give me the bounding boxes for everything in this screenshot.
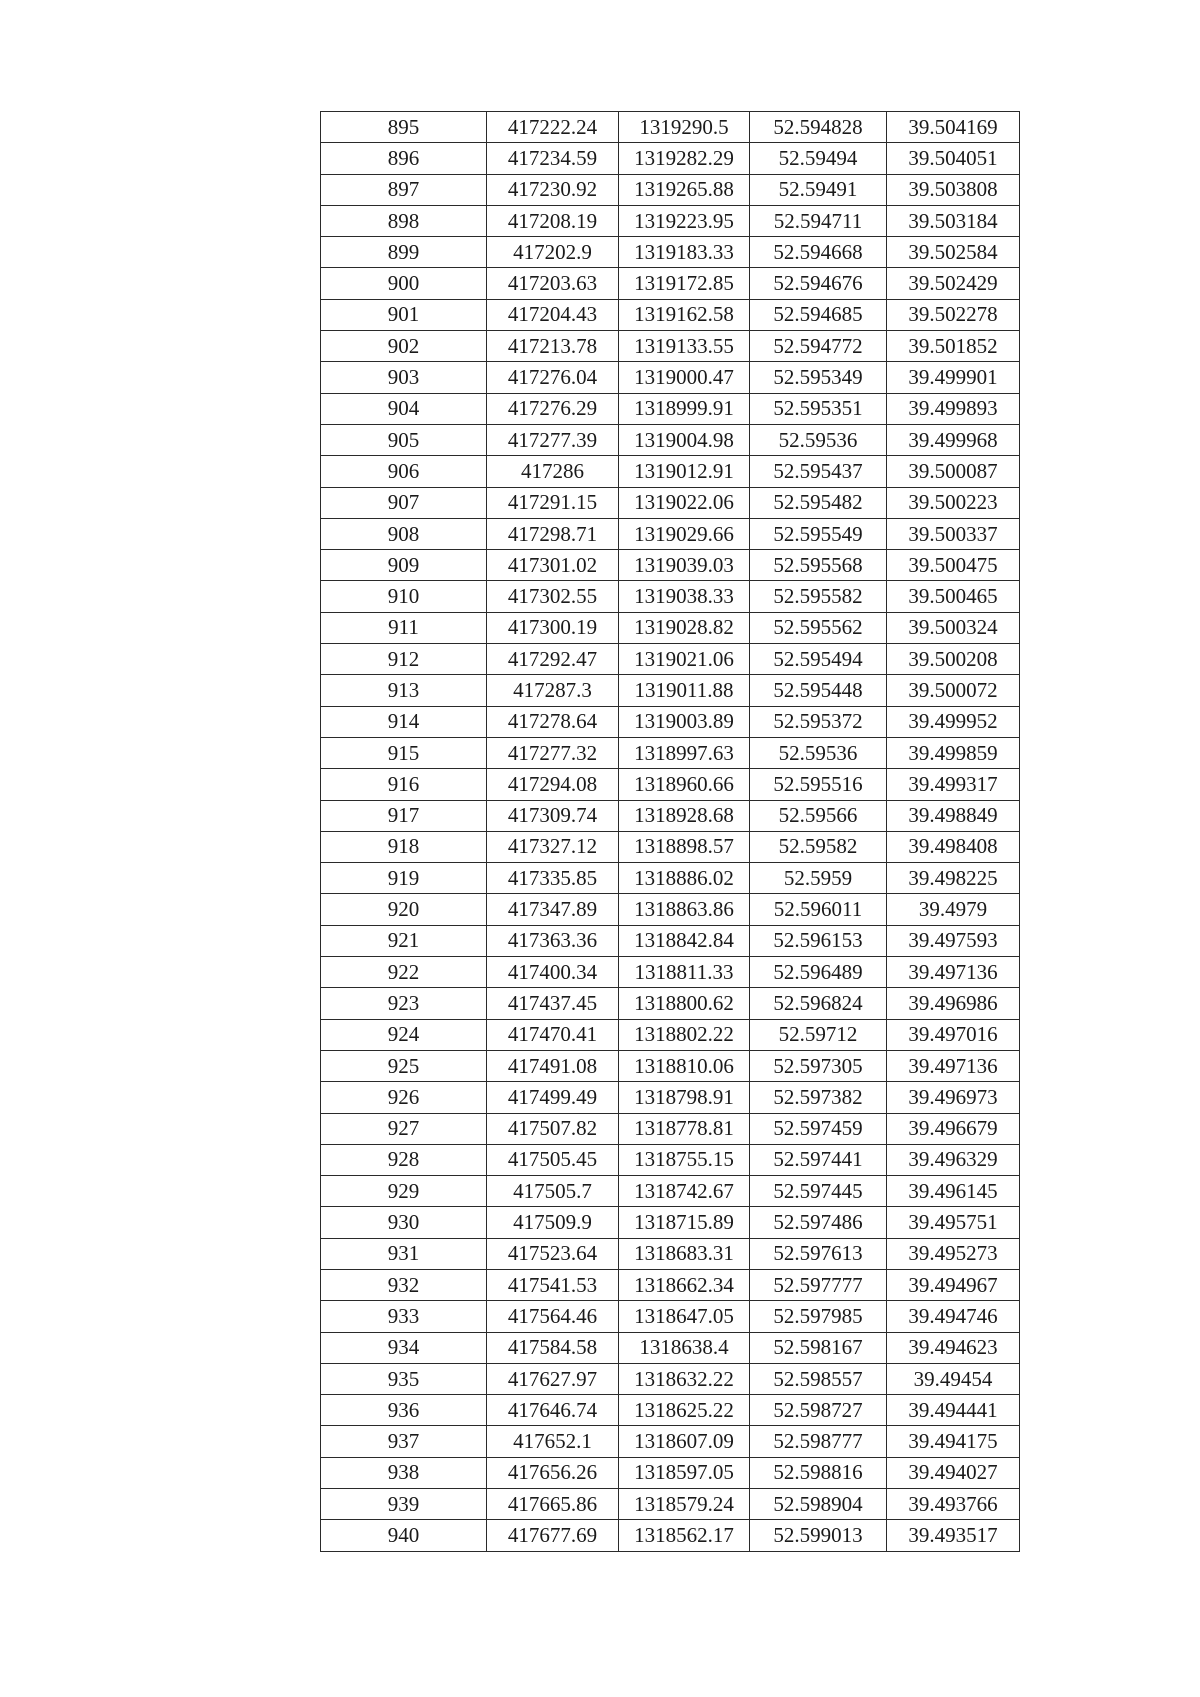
table-row bbox=[321, 205, 1020, 236]
latitude-cell: 52.59494 bbox=[750, 143, 887, 174]
y-coordinate-cell: 1318960.66 bbox=[619, 769, 750, 800]
longitude-cell: 39.504169 bbox=[887, 112, 1020, 143]
latitude-cell: 52.59536 bbox=[750, 424, 887, 455]
coordinates-table-body bbox=[321, 112, 1020, 1552]
point-number-cell: 919 bbox=[321, 863, 487, 894]
latitude-cell: 52.599013 bbox=[750, 1520, 887, 1551]
point-number-cell: 907 bbox=[321, 487, 487, 518]
point-number-cell: 936 bbox=[321, 1395, 487, 1426]
latitude-cell: 52.595372 bbox=[750, 706, 887, 737]
longitude-cell: 39.500087 bbox=[887, 456, 1020, 487]
longitude-cell: 39.494623 bbox=[887, 1332, 1020, 1363]
x-coordinate-cell: 417523.64 bbox=[487, 1238, 619, 1269]
table-row bbox=[321, 174, 1020, 205]
x-coordinate-cell: 417278.64 bbox=[487, 706, 619, 737]
x-coordinate-cell: 417222.24 bbox=[487, 112, 619, 143]
x-coordinate-cell: 417437.45 bbox=[487, 988, 619, 1019]
point-number-cell: 933 bbox=[321, 1301, 487, 1332]
x-coordinate-cell: 417505.45 bbox=[487, 1144, 619, 1175]
longitude-cell: 39.501852 bbox=[887, 331, 1020, 362]
y-coordinate-cell: 1318662.34 bbox=[619, 1269, 750, 1300]
x-coordinate-cell: 417230.92 bbox=[487, 174, 619, 205]
point-number-cell: 940 bbox=[321, 1520, 487, 1551]
table-row bbox=[321, 1269, 1020, 1300]
latitude-cell: 52.594711 bbox=[750, 205, 887, 236]
latitude-cell: 52.597445 bbox=[750, 1176, 887, 1207]
x-coordinate-cell: 417298.71 bbox=[487, 518, 619, 549]
longitude-cell: 39.500465 bbox=[887, 581, 1020, 612]
point-number-cell: 896 bbox=[321, 143, 487, 174]
y-coordinate-cell: 1318778.81 bbox=[619, 1113, 750, 1144]
point-number-cell: 903 bbox=[321, 362, 487, 393]
longitude-cell: 39.500072 bbox=[887, 675, 1020, 706]
longitude-cell: 39.495751 bbox=[887, 1207, 1020, 1238]
point-number-cell: 901 bbox=[321, 299, 487, 330]
latitude-cell: 52.595349 bbox=[750, 362, 887, 393]
latitude-cell: 52.598727 bbox=[750, 1395, 887, 1426]
longitude-cell: 39.500208 bbox=[887, 644, 1020, 675]
table-row bbox=[321, 675, 1020, 706]
latitude-cell: 52.598557 bbox=[750, 1363, 887, 1394]
y-coordinate-cell: 1319004.98 bbox=[619, 424, 750, 455]
table-row bbox=[321, 112, 1020, 143]
point-number-cell: 930 bbox=[321, 1207, 487, 1238]
y-coordinate-cell: 1319029.66 bbox=[619, 518, 750, 549]
latitude-cell: 52.595448 bbox=[750, 675, 887, 706]
x-coordinate-cell: 417234.59 bbox=[487, 143, 619, 174]
longitude-cell: 39.503808 bbox=[887, 174, 1020, 205]
y-coordinate-cell: 1319039.03 bbox=[619, 550, 750, 581]
longitude-cell: 39.499317 bbox=[887, 769, 1020, 800]
x-coordinate-cell: 417652.1 bbox=[487, 1426, 619, 1457]
table-row bbox=[321, 831, 1020, 862]
table-row bbox=[321, 487, 1020, 518]
longitude-cell: 39.499893 bbox=[887, 393, 1020, 424]
table-row bbox=[321, 769, 1020, 800]
latitude-cell: 52.5959 bbox=[750, 863, 887, 894]
y-coordinate-cell: 1319000.47 bbox=[619, 362, 750, 393]
x-coordinate-cell: 417584.58 bbox=[487, 1332, 619, 1363]
latitude-cell: 52.597777 bbox=[750, 1269, 887, 1300]
point-number-cell: 916 bbox=[321, 769, 487, 800]
latitude-cell: 52.597441 bbox=[750, 1144, 887, 1175]
table-row bbox=[321, 800, 1020, 831]
x-coordinate-cell: 417363.36 bbox=[487, 925, 619, 956]
y-coordinate-cell: 1318798.91 bbox=[619, 1082, 750, 1113]
latitude-cell: 52.598167 bbox=[750, 1332, 887, 1363]
point-number-cell: 917 bbox=[321, 800, 487, 831]
table-row bbox=[321, 925, 1020, 956]
y-coordinate-cell: 1318632.22 bbox=[619, 1363, 750, 1394]
point-number-cell: 921 bbox=[321, 925, 487, 956]
longitude-cell: 39.496329 bbox=[887, 1144, 1020, 1175]
y-coordinate-cell: 1319223.95 bbox=[619, 205, 750, 236]
x-coordinate-cell: 417208.19 bbox=[487, 205, 619, 236]
table-row bbox=[321, 988, 1020, 1019]
point-number-cell: 939 bbox=[321, 1489, 487, 1520]
latitude-cell: 52.595437 bbox=[750, 456, 887, 487]
latitude-cell: 52.59491 bbox=[750, 174, 887, 205]
point-number-cell: 920 bbox=[321, 894, 487, 925]
point-number-cell: 915 bbox=[321, 737, 487, 768]
x-coordinate-cell: 417627.97 bbox=[487, 1363, 619, 1394]
y-coordinate-cell: 1318683.31 bbox=[619, 1238, 750, 1269]
y-coordinate-cell: 1318997.63 bbox=[619, 737, 750, 768]
y-coordinate-cell: 1318810.06 bbox=[619, 1050, 750, 1081]
latitude-cell: 52.597305 bbox=[750, 1050, 887, 1081]
table-row bbox=[321, 393, 1020, 424]
latitude-cell: 52.595549 bbox=[750, 518, 887, 549]
latitude-cell: 52.595351 bbox=[750, 393, 887, 424]
latitude-cell: 52.596153 bbox=[750, 925, 887, 956]
table-row bbox=[321, 1019, 1020, 1050]
point-number-cell: 935 bbox=[321, 1363, 487, 1394]
point-number-cell: 908 bbox=[321, 518, 487, 549]
table-row bbox=[321, 1176, 1020, 1207]
point-number-cell: 906 bbox=[321, 456, 487, 487]
latitude-cell: 52.598777 bbox=[750, 1426, 887, 1457]
latitude-cell: 52.594772 bbox=[750, 331, 887, 362]
latitude-cell: 52.595516 bbox=[750, 769, 887, 800]
table-row bbox=[321, 1207, 1020, 1238]
table-row bbox=[321, 456, 1020, 487]
longitude-cell: 39.502584 bbox=[887, 237, 1020, 268]
longitude-cell: 39.503184 bbox=[887, 205, 1020, 236]
longitude-cell: 39.500475 bbox=[887, 550, 1020, 581]
x-coordinate-cell: 417286 bbox=[487, 456, 619, 487]
table-row bbox=[321, 299, 1020, 330]
table-row bbox=[321, 863, 1020, 894]
table-row bbox=[321, 1489, 1020, 1520]
x-coordinate-cell: 417677.69 bbox=[487, 1520, 619, 1551]
longitude-cell: 39.497136 bbox=[887, 1050, 1020, 1081]
x-coordinate-cell: 417499.49 bbox=[487, 1082, 619, 1113]
point-number-cell: 895 bbox=[321, 112, 487, 143]
longitude-cell: 39.500223 bbox=[887, 487, 1020, 518]
x-coordinate-cell: 417505.7 bbox=[487, 1176, 619, 1207]
table-row bbox=[321, 143, 1020, 174]
x-coordinate-cell: 417665.86 bbox=[487, 1489, 619, 1520]
table-row bbox=[321, 237, 1020, 268]
y-coordinate-cell: 1319183.33 bbox=[619, 237, 750, 268]
latitude-cell: 52.597459 bbox=[750, 1113, 887, 1144]
table-row bbox=[321, 737, 1020, 768]
longitude-cell: 39.502429 bbox=[887, 268, 1020, 299]
x-coordinate-cell: 417287.3 bbox=[487, 675, 619, 706]
x-coordinate-cell: 417292.47 bbox=[487, 644, 619, 675]
latitude-cell: 52.59712 bbox=[750, 1019, 887, 1050]
y-coordinate-cell: 1318811.33 bbox=[619, 957, 750, 988]
table-row bbox=[321, 1426, 1020, 1457]
table-row bbox=[321, 1363, 1020, 1394]
x-coordinate-cell: 417309.74 bbox=[487, 800, 619, 831]
latitude-cell: 52.59566 bbox=[750, 800, 887, 831]
point-number-cell: 900 bbox=[321, 268, 487, 299]
point-number-cell: 937 bbox=[321, 1426, 487, 1457]
point-number-cell: 914 bbox=[321, 706, 487, 737]
latitude-cell: 52.595482 bbox=[750, 487, 887, 518]
x-coordinate-cell: 417203.63 bbox=[487, 268, 619, 299]
latitude-cell: 52.597486 bbox=[750, 1207, 887, 1238]
y-coordinate-cell: 1318715.89 bbox=[619, 1207, 750, 1238]
y-coordinate-cell: 1319265.88 bbox=[619, 174, 750, 205]
longitude-cell: 39.495273 bbox=[887, 1238, 1020, 1269]
x-coordinate-cell: 417276.04 bbox=[487, 362, 619, 393]
x-coordinate-cell: 417213.78 bbox=[487, 331, 619, 362]
latitude-cell: 52.594676 bbox=[750, 268, 887, 299]
x-coordinate-cell: 417204.43 bbox=[487, 299, 619, 330]
latitude-cell: 52.597985 bbox=[750, 1301, 887, 1332]
longitude-cell: 39.502278 bbox=[887, 299, 1020, 330]
latitude-cell: 52.595562 bbox=[750, 612, 887, 643]
point-number-cell: 913 bbox=[321, 675, 487, 706]
point-number-cell: 905 bbox=[321, 424, 487, 455]
x-coordinate-cell: 417277.32 bbox=[487, 737, 619, 768]
table-row bbox=[321, 1050, 1020, 1081]
x-coordinate-cell: 417491.08 bbox=[487, 1050, 619, 1081]
y-coordinate-cell: 1318802.22 bbox=[619, 1019, 750, 1050]
x-coordinate-cell: 417276.29 bbox=[487, 393, 619, 424]
longitude-cell: 39.496973 bbox=[887, 1082, 1020, 1113]
table-row bbox=[321, 644, 1020, 675]
longitude-cell: 39.4979 bbox=[887, 894, 1020, 925]
point-number-cell: 922 bbox=[321, 957, 487, 988]
latitude-cell: 52.596824 bbox=[750, 988, 887, 1019]
longitude-cell: 39.498408 bbox=[887, 831, 1020, 862]
y-coordinate-cell: 1319038.33 bbox=[619, 581, 750, 612]
point-number-cell: 925 bbox=[321, 1050, 487, 1081]
y-coordinate-cell: 1318898.57 bbox=[619, 831, 750, 862]
table-row bbox=[321, 706, 1020, 737]
x-coordinate-cell: 417300.19 bbox=[487, 612, 619, 643]
y-coordinate-cell: 1319172.85 bbox=[619, 268, 750, 299]
longitude-cell: 39.497593 bbox=[887, 925, 1020, 956]
longitude-cell: 39.499859 bbox=[887, 737, 1020, 768]
table-row bbox=[321, 957, 1020, 988]
longitude-cell: 39.500324 bbox=[887, 612, 1020, 643]
latitude-cell: 52.595582 bbox=[750, 581, 887, 612]
x-coordinate-cell: 417301.02 bbox=[487, 550, 619, 581]
longitude-cell: 39.496986 bbox=[887, 988, 1020, 1019]
table-row bbox=[321, 612, 1020, 643]
table-row bbox=[321, 1520, 1020, 1551]
table-row bbox=[321, 362, 1020, 393]
latitude-cell: 52.595494 bbox=[750, 644, 887, 675]
table-row bbox=[321, 1144, 1020, 1175]
table-row bbox=[321, 424, 1020, 455]
longitude-cell: 39.499901 bbox=[887, 362, 1020, 393]
longitude-cell: 39.494027 bbox=[887, 1457, 1020, 1488]
point-number-cell: 909 bbox=[321, 550, 487, 581]
y-coordinate-cell: 1319022.06 bbox=[619, 487, 750, 518]
point-number-cell: 927 bbox=[321, 1113, 487, 1144]
table-row bbox=[321, 581, 1020, 612]
latitude-cell: 52.59582 bbox=[750, 831, 887, 862]
latitude-cell: 52.598904 bbox=[750, 1489, 887, 1520]
point-number-cell: 938 bbox=[321, 1457, 487, 1488]
longitude-cell: 39.504051 bbox=[887, 143, 1020, 174]
longitude-cell: 39.494175 bbox=[887, 1426, 1020, 1457]
table-row bbox=[321, 550, 1020, 581]
longitude-cell: 39.498849 bbox=[887, 800, 1020, 831]
point-number-cell: 926 bbox=[321, 1082, 487, 1113]
x-coordinate-cell: 417335.85 bbox=[487, 863, 619, 894]
y-coordinate-cell: 1319011.88 bbox=[619, 675, 750, 706]
point-number-cell: 904 bbox=[321, 393, 487, 424]
point-number-cell: 897 bbox=[321, 174, 487, 205]
longitude-cell: 39.494746 bbox=[887, 1301, 1020, 1332]
table-row bbox=[321, 1082, 1020, 1113]
longitude-cell: 39.500337 bbox=[887, 518, 1020, 549]
table-row bbox=[321, 1332, 1020, 1363]
x-coordinate-cell: 417294.08 bbox=[487, 769, 619, 800]
longitude-cell: 39.499952 bbox=[887, 706, 1020, 737]
x-coordinate-cell: 417656.26 bbox=[487, 1457, 619, 1488]
x-coordinate-cell: 417509.9 bbox=[487, 1207, 619, 1238]
table-row bbox=[321, 1301, 1020, 1332]
y-coordinate-cell: 1319133.55 bbox=[619, 331, 750, 362]
y-coordinate-cell: 1319021.06 bbox=[619, 644, 750, 675]
y-coordinate-cell: 1319282.29 bbox=[619, 143, 750, 174]
point-number-cell: 931 bbox=[321, 1238, 487, 1269]
x-coordinate-cell: 417507.82 bbox=[487, 1113, 619, 1144]
y-coordinate-cell: 1318755.15 bbox=[619, 1144, 750, 1175]
latitude-cell: 52.59536 bbox=[750, 737, 887, 768]
point-number-cell: 899 bbox=[321, 237, 487, 268]
point-number-cell: 918 bbox=[321, 831, 487, 862]
longitude-cell: 39.494441 bbox=[887, 1395, 1020, 1426]
y-coordinate-cell: 1318886.02 bbox=[619, 863, 750, 894]
x-coordinate-cell: 417564.46 bbox=[487, 1301, 619, 1332]
y-coordinate-cell: 1318842.84 bbox=[619, 925, 750, 956]
x-coordinate-cell: 417302.55 bbox=[487, 581, 619, 612]
x-coordinate-cell: 417277.39 bbox=[487, 424, 619, 455]
longitude-cell: 39.499968 bbox=[887, 424, 1020, 455]
point-number-cell: 934 bbox=[321, 1332, 487, 1363]
x-coordinate-cell: 417400.34 bbox=[487, 957, 619, 988]
table-row bbox=[321, 331, 1020, 362]
latitude-cell: 52.595568 bbox=[750, 550, 887, 581]
latitude-cell: 52.594668 bbox=[750, 237, 887, 268]
y-coordinate-cell: 1318638.4 bbox=[619, 1332, 750, 1363]
latitude-cell: 52.598816 bbox=[750, 1457, 887, 1488]
x-coordinate-cell: 417470.41 bbox=[487, 1019, 619, 1050]
table-row bbox=[321, 1113, 1020, 1144]
x-coordinate-cell: 417646.74 bbox=[487, 1395, 619, 1426]
longitude-cell: 39.493517 bbox=[887, 1520, 1020, 1551]
x-coordinate-cell: 417202.9 bbox=[487, 237, 619, 268]
y-coordinate-cell: 1318562.17 bbox=[619, 1520, 750, 1551]
point-number-cell: 932 bbox=[321, 1269, 487, 1300]
point-number-cell: 911 bbox=[321, 612, 487, 643]
table-row bbox=[321, 1457, 1020, 1488]
latitude-cell: 52.596489 bbox=[750, 957, 887, 988]
latitude-cell: 52.597613 bbox=[750, 1238, 887, 1269]
table-row bbox=[321, 1238, 1020, 1269]
y-coordinate-cell: 1318597.05 bbox=[619, 1457, 750, 1488]
y-coordinate-cell: 1318800.62 bbox=[619, 988, 750, 1019]
x-coordinate-cell: 417291.15 bbox=[487, 487, 619, 518]
table-row bbox=[321, 518, 1020, 549]
latitude-cell: 52.594828 bbox=[750, 112, 887, 143]
coordinates-table bbox=[320, 111, 1020, 1552]
latitude-cell: 52.596011 bbox=[750, 894, 887, 925]
x-coordinate-cell: 417541.53 bbox=[487, 1269, 619, 1300]
longitude-cell: 39.498225 bbox=[887, 863, 1020, 894]
y-coordinate-cell: 1319028.82 bbox=[619, 612, 750, 643]
y-coordinate-cell: 1318607.09 bbox=[619, 1426, 750, 1457]
longitude-cell: 39.496145 bbox=[887, 1176, 1020, 1207]
y-coordinate-cell: 1319012.91 bbox=[619, 456, 750, 487]
y-coordinate-cell: 1318625.22 bbox=[619, 1395, 750, 1426]
point-number-cell: 912 bbox=[321, 644, 487, 675]
x-coordinate-cell: 417347.89 bbox=[487, 894, 619, 925]
y-coordinate-cell: 1318647.05 bbox=[619, 1301, 750, 1332]
point-number-cell: 902 bbox=[321, 331, 487, 362]
point-number-cell: 924 bbox=[321, 1019, 487, 1050]
y-coordinate-cell: 1318863.86 bbox=[619, 894, 750, 925]
latitude-cell: 52.594685 bbox=[750, 299, 887, 330]
point-number-cell: 910 bbox=[321, 581, 487, 612]
y-coordinate-cell: 1319290.5 bbox=[619, 112, 750, 143]
table-row bbox=[321, 1395, 1020, 1426]
y-coordinate-cell: 1319162.58 bbox=[619, 299, 750, 330]
latitude-cell: 52.597382 bbox=[750, 1082, 887, 1113]
table-row bbox=[321, 268, 1020, 299]
x-coordinate-cell: 417327.12 bbox=[487, 831, 619, 862]
longitude-cell: 39.494967 bbox=[887, 1269, 1020, 1300]
y-coordinate-cell: 1318999.91 bbox=[619, 393, 750, 424]
longitude-cell: 39.497136 bbox=[887, 957, 1020, 988]
y-coordinate-cell: 1319003.89 bbox=[619, 706, 750, 737]
longitude-cell: 39.497016 bbox=[887, 1019, 1020, 1050]
longitude-cell: 39.49454 bbox=[887, 1363, 1020, 1394]
longitude-cell: 39.493766 bbox=[887, 1489, 1020, 1520]
point-number-cell: 898 bbox=[321, 205, 487, 236]
longitude-cell: 39.496679 bbox=[887, 1113, 1020, 1144]
point-number-cell: 923 bbox=[321, 988, 487, 1019]
point-number-cell: 928 bbox=[321, 1144, 487, 1175]
y-coordinate-cell: 1318579.24 bbox=[619, 1489, 750, 1520]
y-coordinate-cell: 1318928.68 bbox=[619, 800, 750, 831]
point-number-cell: 929 bbox=[321, 1176, 487, 1207]
y-coordinate-cell: 1318742.67 bbox=[619, 1176, 750, 1207]
table-row bbox=[321, 894, 1020, 925]
